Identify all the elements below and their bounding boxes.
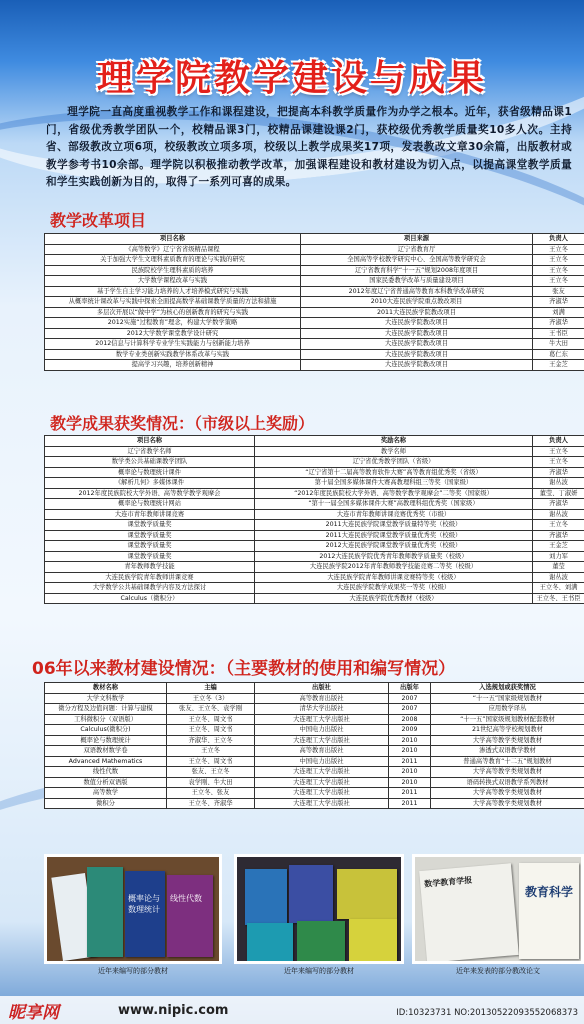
table-header-cell: 负责人 xyxy=(533,436,584,447)
book-cover: 概率论与数理统计 xyxy=(125,871,165,957)
table-cell: 2012大连民族学院优秀青年教师教学质量奖（校级） xyxy=(255,551,533,562)
table-row xyxy=(45,457,584,468)
table-header-row xyxy=(45,436,584,447)
table-row xyxy=(45,714,584,725)
table-cell: 语码转换式双语教学系列教材 xyxy=(431,777,584,788)
table-row xyxy=(45,767,584,778)
photo-caption: 近年来编写的部分教材 xyxy=(284,967,354,975)
table-cell: 大学高等教学类规划教材 xyxy=(431,798,584,809)
table-cell: 2012大连民族学院课堂教学质量优秀奖（校级） xyxy=(255,541,533,552)
table-row xyxy=(45,530,584,541)
table-cell: 2010 xyxy=(389,735,431,746)
table-cell: 大学高等教学类规划教材 xyxy=(431,788,584,799)
table-cell: 国家民委教学改革与质量建设项目 xyxy=(301,276,533,287)
book-cover xyxy=(297,921,345,961)
table-cell: 齐淑华 xyxy=(533,467,584,478)
table-cell: 王立冬、周文书 xyxy=(167,725,255,736)
table-header-cell: 主编 xyxy=(167,683,255,694)
table-header-cell: 入选规划或获奖情况 xyxy=(431,683,584,694)
section-title-awards: 教学成果获奖情况：（市级以上奖励） xyxy=(50,414,315,433)
table-cell: 2012实施“过程教育”理念，构建大学数学策略 xyxy=(45,318,301,329)
table-cell: “十一五”国家级规划教材 xyxy=(431,693,584,704)
table-row xyxy=(45,593,584,604)
table-cell: “2012年度民族院校大学外语、高等数学教学观摩会”二等奖（国家级） xyxy=(255,488,533,499)
table-cell: 大学数学课程改革与实践 xyxy=(45,276,301,287)
table-cell: 普通高等教育“十二五”规划教材 xyxy=(431,756,584,767)
table-cell: 应用数学译丛 xyxy=(431,704,584,715)
table-cell: 王立冬、周文书 xyxy=(167,714,255,725)
image-id-label: ID:10323731 NO:20130522093552068373 xyxy=(396,1008,578,1018)
reform-projects-table xyxy=(44,233,584,371)
table-cell: 概率论与数理统计 xyxy=(45,735,167,746)
table-cell: 大连民族学院教改项目 xyxy=(301,360,533,371)
table-header-cell: 出版社 xyxy=(255,683,389,694)
textbooks-photo-2 xyxy=(234,854,404,964)
table-row xyxy=(45,735,584,746)
table-row xyxy=(45,572,584,583)
photo-strip xyxy=(44,854,584,964)
table-cell: 2011 xyxy=(389,756,431,767)
table-cell: 齐淑华 xyxy=(533,499,584,510)
table-cell: 王立冬 xyxy=(533,265,584,276)
table-row xyxy=(45,339,584,350)
table-cell: 概率论与数理统计课件 xyxy=(45,467,255,478)
table-cell: 大学高等教学类规划教材 xyxy=(431,767,584,778)
table-cell: 王立冬 xyxy=(533,276,584,287)
table-cell: 张友、王立冬 xyxy=(167,767,255,778)
table-cell: 大连民族学院教改项目 xyxy=(301,318,533,329)
table-row xyxy=(45,777,584,788)
table-cell: 王立冬 xyxy=(533,255,584,266)
table-row xyxy=(45,328,584,339)
table-row xyxy=(45,255,584,266)
table-cell: 2009 xyxy=(389,725,431,736)
table-cell: 全国高等学校教学研究中心、全国高等教学研究会 xyxy=(301,255,533,266)
table-row xyxy=(45,349,584,360)
table-cell: 微积分 xyxy=(45,798,167,809)
table-header-cell: 项目名称 xyxy=(45,436,255,447)
table-row xyxy=(45,509,584,520)
table-cell: 第十届全国多媒体课件大赛高教理科组三等奖（国家级） xyxy=(255,478,533,489)
table-row xyxy=(45,583,584,594)
table-cell: 辽宁省优秀教学团队（省级） xyxy=(255,457,533,468)
table-row xyxy=(45,746,584,757)
page-title: 理学院教学建设与成果 xyxy=(96,57,487,99)
book-cover xyxy=(349,919,397,961)
table-cell: 高等教育出版社 xyxy=(255,693,389,704)
table-row xyxy=(45,499,584,510)
table-cell: 袁学刚、牛大田 xyxy=(167,777,255,788)
table-row xyxy=(45,297,584,308)
table-cell: 刘满 xyxy=(533,307,584,318)
table-cell: 大连市青年教师讲课竞赛优秀奖（市级） xyxy=(255,509,533,520)
table-cell: 2010 xyxy=(389,767,431,778)
site-url: www.nipic.com xyxy=(118,1003,229,1018)
table-row xyxy=(45,286,584,297)
table-header-row xyxy=(45,683,584,694)
book-cover xyxy=(289,865,333,923)
table-cell: 2011大连民族学院教改项目 xyxy=(301,307,533,318)
table-row xyxy=(45,446,584,457)
table-cell: 数值分析双语版 xyxy=(45,777,167,788)
table-cell: 齐淑华 xyxy=(533,530,584,541)
table-cell: 《高等数学》辽宁省省级精品课程 xyxy=(45,244,301,255)
table-cell: 大连理工大学出版社 xyxy=(255,788,389,799)
table-cell: 2012大学数学课堂教学设计研究 xyxy=(45,328,301,339)
table-cell: 教学名师 xyxy=(255,446,533,457)
table-row xyxy=(45,541,584,552)
table-row xyxy=(45,756,584,767)
table-cell: 关于加强大学生文理科素质教育的理论与实践的研究 xyxy=(45,255,301,266)
table-cell: 大连民族学院教改项目 xyxy=(301,349,533,360)
table-cell: 谢丛波 xyxy=(533,478,584,489)
table-cell: 2010 xyxy=(389,777,431,788)
table-cell: 王立冬 xyxy=(167,746,255,757)
table-header-cell: 奖励名称 xyxy=(255,436,533,447)
table-cell: 王金芝 xyxy=(533,360,584,371)
table-cell: 大连民族学院青年教师讲课竞赛特等奖（校级） xyxy=(255,572,533,583)
photo-caption: 近年来编写的部分教材 xyxy=(98,967,168,975)
table-row xyxy=(45,265,584,276)
table-cell: 牛大田 xyxy=(533,339,584,350)
table-cell: 大连理工大学出版社 xyxy=(255,798,389,809)
table-cell: 高等教育出版社 xyxy=(255,746,389,757)
table-cell: 提高学习兴趣，培养创新精神 xyxy=(45,360,301,371)
table-cell: 2007 xyxy=(389,704,431,715)
table-cell: 2011 xyxy=(389,798,431,809)
table-cell: 中国电力出版社 xyxy=(255,756,389,767)
table-cell: 2007 xyxy=(389,693,431,704)
table-cell: 2012年度民族院校大学外语、高等数学教学观摩会 xyxy=(45,488,255,499)
table-cell: 大学数学公共基础课教学内容及方法探讨 xyxy=(45,583,255,594)
table-cell: 辽宁省教育科学“十一五”规划2008年度项目 xyxy=(301,265,533,276)
table-cell: 王书臣 xyxy=(533,328,584,339)
table-row xyxy=(45,704,584,715)
journal-cover: 数学教育学报 xyxy=(419,863,519,963)
table-cell: 大连理工大学出版社 xyxy=(255,767,389,778)
table-cell: 课堂教学质量奖 xyxy=(45,520,255,531)
table-cell: “辽宁省第十二届高等教育软件大赛”高等教育组优秀奖（省级） xyxy=(255,467,533,478)
table-row xyxy=(45,520,584,531)
table-cell: 王立冬 xyxy=(533,446,584,457)
table-cell: 《解析几何》多媒体课件 xyxy=(45,478,255,489)
book-cover xyxy=(87,867,123,957)
table-cell: Calculus（微积分） xyxy=(45,593,255,604)
table-cell: 大连民族学院教学成果奖一等奖（校级） xyxy=(255,583,533,594)
journal-cover: 教育科学 xyxy=(519,863,579,959)
table-row xyxy=(45,467,584,478)
photo-caption: 近年来发表的部分教改论文 xyxy=(456,967,540,975)
table-row xyxy=(45,360,584,371)
journals-photo xyxy=(412,854,584,964)
table-cell: 课堂教学质量奖 xyxy=(45,530,255,541)
table-row xyxy=(45,693,584,704)
section-title-reform: 教学改革项目 xyxy=(50,211,147,230)
table-header-row xyxy=(45,234,584,245)
table-cell: “第十一届全国多媒体课件大赛”高教理科组优秀奖（国家级） xyxy=(255,499,533,510)
table-cell: 2012年度辽宁省普通高等教育本科教学改革研究 xyxy=(301,286,533,297)
table-cell: 张友 xyxy=(533,286,584,297)
table-cell: 课堂教学质量奖 xyxy=(45,541,255,552)
table-cell: 王立冬、刘满 xyxy=(533,583,584,594)
table-cell: 2010 xyxy=(389,746,431,757)
table-cell: 王立冬、张友 xyxy=(167,788,255,799)
book-cover xyxy=(245,869,287,925)
table-cell: 民族院校学生理科素质的培养 xyxy=(45,265,301,276)
table-row xyxy=(45,725,584,736)
table-cell: 大连市青年教师讲课竞赛 xyxy=(45,509,255,520)
table-cell: 董莹 xyxy=(533,562,584,573)
textbooks-table xyxy=(44,682,584,809)
table-cell: 概率论与数理统计网站 xyxy=(45,499,255,510)
table-cell: 王金芝 xyxy=(533,541,584,552)
table-cell: 工科微积分（双语版） xyxy=(45,714,167,725)
table-cell: 2011 xyxy=(389,788,431,799)
table-cell: 大连民族学院教改项目 xyxy=(301,339,533,350)
section-title-textbooks: 06年以来教材建设情况：（主要教材的使用和编写情况） xyxy=(32,659,456,679)
table-cell: 大学高等教学类规划教材 xyxy=(431,735,584,746)
table-cell: 大学文科数学 xyxy=(45,693,167,704)
table-header-cell: 出版年 xyxy=(389,683,431,694)
table-cell: 董莹、丁淑妍 xyxy=(533,488,584,499)
table-row xyxy=(45,276,584,287)
table-cell: 谢丛波 xyxy=(533,509,584,520)
table-cell: 中国电力出版社 xyxy=(255,725,389,736)
table-cell: Advanced Mathematics xyxy=(45,756,167,767)
table-cell: Calculus(微积分) xyxy=(45,725,167,736)
table-cell: 大连理工大学出版社 xyxy=(255,777,389,788)
textbooks-photo-1 xyxy=(44,854,222,964)
table-cell: 2012信息与计算科学专业学生实践能力与创新能力培养 xyxy=(45,339,301,350)
table-cell: 谢丛波 xyxy=(533,572,584,583)
table-row xyxy=(45,318,584,329)
book-cover xyxy=(247,923,293,961)
table-cell: 大连民族学院2012年青年教师教学技能竞赛二等奖（校级） xyxy=(255,562,533,573)
table-row xyxy=(45,551,584,562)
table-cell: 王立冬（3） xyxy=(167,693,255,704)
table-cell: 辽宁省教育厅 xyxy=(301,244,533,255)
table-cell: 大连民族学院优秀教材（校级） xyxy=(255,593,533,604)
table-cell: 微分方程及边值问题：计算与建模 xyxy=(45,704,167,715)
table-cell: 王立冬 xyxy=(533,457,584,468)
table-cell: “十一五”国家级规划教材配套教材 xyxy=(431,714,584,725)
table-cell: 清华大学出版社 xyxy=(255,704,389,715)
table-cell: 双语教材数学卷 xyxy=(45,746,167,757)
awards-table xyxy=(44,435,584,604)
table-row xyxy=(45,788,584,799)
table-cell: 2011大连民族学院课堂教学质量特等奖（校级） xyxy=(255,520,533,531)
table-header-cell: 负责人 xyxy=(533,234,584,245)
table-cell: 大连理工大学出版社 xyxy=(255,714,389,725)
table-row xyxy=(45,798,584,809)
table-row xyxy=(45,562,584,573)
table-cell: 辽宁省教学名师 xyxy=(45,446,255,457)
table-cell: 王立冬 xyxy=(533,520,584,531)
table-cell: 2008 xyxy=(389,714,431,725)
table-cell: 齐淑华 xyxy=(533,318,584,329)
table-cell: 刘力军 xyxy=(533,551,584,562)
table-cell: 2011大连民族学院课堂教学质量优秀奖（校级） xyxy=(255,530,533,541)
table-cell: 齐淑华 xyxy=(533,297,584,308)
intro-paragraph: 理学院一直高度重视教学工作和课程建设，把提高本科教学质量作为办学之根本。近年，获省级精品课1门，省级优秀教学团队一个，校精品课3门，校精品课建设课2门，获校级优秀教学质量奖10多人次。主持省、部级教改立项6项，校级教改立项多项，校级以上教学成果奖17项，发表教改文章30余篇，出版教材或教学参考书10余部。理学院以积极推动教学改革，加强课程建设和教材建设为切入点，以提高课堂教学质量和学生实践创新为目的，取得了一系列可喜的成果。 xyxy=(46,106,572,188)
table-cell: 张友、王立冬、袁学刚 xyxy=(167,704,255,715)
table-header-cell: 项目名称 xyxy=(45,234,301,245)
table-cell: 王立冬、王书臣 xyxy=(533,593,584,604)
table-cell: 齐淑华、王立冬 xyxy=(167,735,255,746)
table-cell: 青年教师教学技能 xyxy=(45,562,255,573)
table-header-cell: 教材名称 xyxy=(45,683,167,694)
site-logo: 昵享网 xyxy=(8,1003,59,1023)
table-cell: 21世纪高等学校规划教材 xyxy=(431,725,584,736)
table-header-cell: 项目来源 xyxy=(301,234,533,245)
table-cell: 课堂教学质量奖 xyxy=(45,551,255,562)
book-cover xyxy=(337,869,397,919)
table-row xyxy=(45,244,584,255)
book-cover: 线性代数 xyxy=(167,875,213,957)
table-cell: 王立冬 xyxy=(533,244,584,255)
table-row xyxy=(45,478,584,489)
table-cell: 数学类公共基础课教学团队 xyxy=(45,457,255,468)
table-row xyxy=(45,307,584,318)
table-cell: 2010大连民族学院重点教改项目 xyxy=(301,297,533,308)
table-cell: 从概率统计课改革与实践中探索全面提高数学基础课教学质量的方法和措施 xyxy=(45,297,301,308)
table-cell: 大连理工大学出版社 xyxy=(255,735,389,746)
table-cell: 王立冬、周文书 xyxy=(167,756,255,767)
table-row xyxy=(45,488,584,499)
table-cell: 葛仁东 xyxy=(533,349,584,360)
table-cell: 渗透式双语教学教材 xyxy=(431,746,584,757)
table-cell: 线性代数 xyxy=(45,767,167,778)
table-cell: 高等数学 xyxy=(45,788,167,799)
table-cell: 大连民族学院教改项目 xyxy=(301,328,533,339)
table-cell: 数学专业类创新实践教学体系改革与实践 xyxy=(45,349,301,360)
table-cell: 大连民族学院青年教师讲课竞赛 xyxy=(45,572,255,583)
table-cell: 王立冬、齐淑华 xyxy=(167,798,255,809)
table-cell: 基于学生自主学习能力培养的人才培养模式研究与实践 xyxy=(45,286,301,297)
table-cell: 多层次开展以“做中学”为核心的创新教育的研究与实践 xyxy=(45,307,301,318)
